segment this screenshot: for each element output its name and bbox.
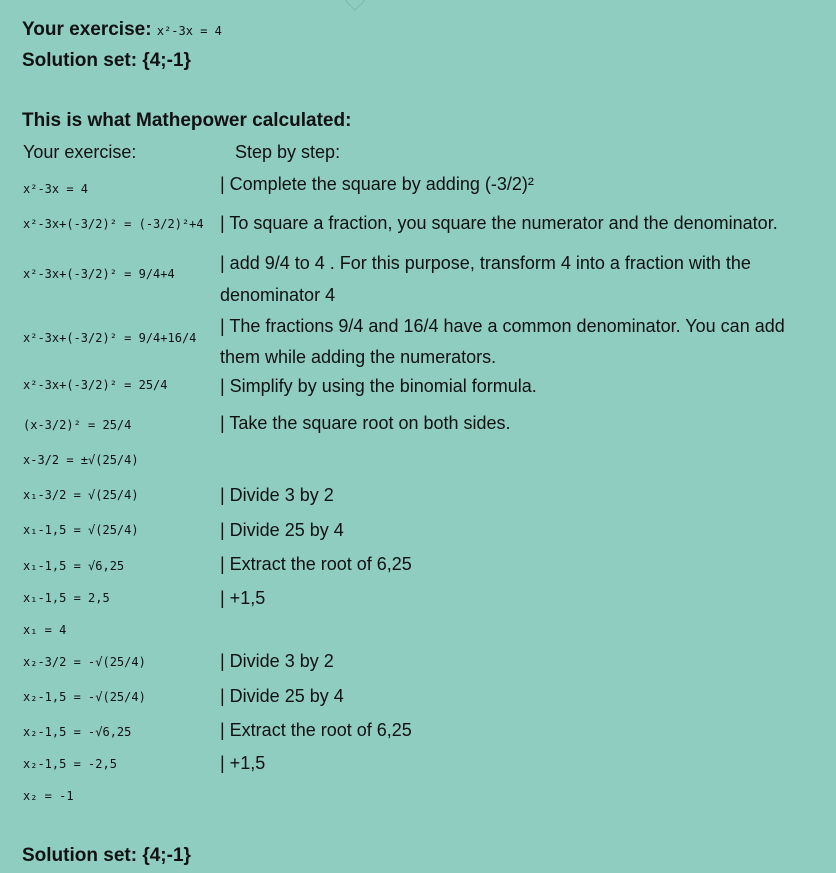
step-text: | Divide 3 by 2 xyxy=(220,651,334,671)
equation-row: x²-3x+(-3/2)² = 9/4+16/4 xyxy=(23,331,197,345)
step-text: | Divide 25 by 4 xyxy=(220,520,344,540)
step-text: | Extract the root of 6,25 xyxy=(220,554,412,574)
solution-line xyxy=(22,50,191,72)
footer-solution-value: {4;-1} xyxy=(142,845,191,866)
equation-row: x²-3x+(-3/2)² = (-3/2)²+4 xyxy=(23,217,204,231)
step-text: | To square a fraction, you square the numerator and the denominator. xyxy=(220,213,778,233)
equation-row: x₂-1,5 = -√6,25 xyxy=(23,725,132,739)
equation-row: x²-3x = 4 xyxy=(23,182,89,196)
equation-row: x₁-1,5 = √(25/4) xyxy=(23,523,139,537)
footer-solution-line xyxy=(22,845,191,867)
solution-value: {4;-1} xyxy=(142,50,191,71)
step-text: | Take the square root on both sides. xyxy=(220,413,511,433)
equation-row: x₂-3/2 = -√(25/4) xyxy=(23,655,146,669)
step-text: | The fractions 9/4 and 16/4 have a common denominator. You can add them while adding the numerators. xyxy=(220,316,785,367)
col-header-steps: Step by step: xyxy=(235,142,341,162)
equation-row: x₂-1,5 = -√(25/4) xyxy=(23,690,146,704)
step-text: | Simplify by using the binomial formula. xyxy=(220,376,537,396)
footer-solution-label: Solution set: xyxy=(22,845,138,866)
step-text: | Divide 3 by 2 xyxy=(220,485,334,505)
equation-row: x₁-3/2 = √(25/4) xyxy=(23,488,139,502)
exercise-line xyxy=(22,19,222,41)
col-header-exercise: Your exercise: xyxy=(23,142,137,162)
calc-title: This is what Mathepower calculated: xyxy=(22,110,352,131)
solution-label: Solution set: xyxy=(22,50,138,71)
exercise-label: Your exercise: xyxy=(22,19,152,40)
equation-row: x²-3x+(-3/2)² = 9/4+4 xyxy=(23,267,175,281)
equation-row: x₂ = -1 xyxy=(23,789,74,803)
equation-row: (x-3/2)² = 25/4 xyxy=(23,418,132,432)
exercise-value: x²-3x = 4 xyxy=(156,24,222,38)
equation-row: x₁-1,5 = 2,5 xyxy=(23,591,110,605)
equation-row: x₁-1,5 = √6,25 xyxy=(23,559,125,573)
equation-row: x²-3x+(-3/2)² = 25/4 xyxy=(23,378,168,392)
step-text: | Extract the root of 6,25 xyxy=(220,720,412,740)
top-arrow-decoration xyxy=(345,0,365,11)
step-text: | +1,5 xyxy=(220,753,266,773)
equation-row: x-3/2 = ±√(25/4) xyxy=(23,453,139,467)
step-text: | add 9/4 to 4 . For this purpose, transform 4 into a fraction with the denominator 4 xyxy=(220,253,751,305)
step-text: | +1,5 xyxy=(220,588,266,608)
equation-row: x₁ = 4 xyxy=(23,623,67,637)
step-text: | Divide 25 by 4 xyxy=(220,686,344,706)
step-text: | Complete the square by adding (-3/2)² xyxy=(220,174,534,194)
equation-row: x₂-1,5 = -2,5 xyxy=(23,757,117,771)
